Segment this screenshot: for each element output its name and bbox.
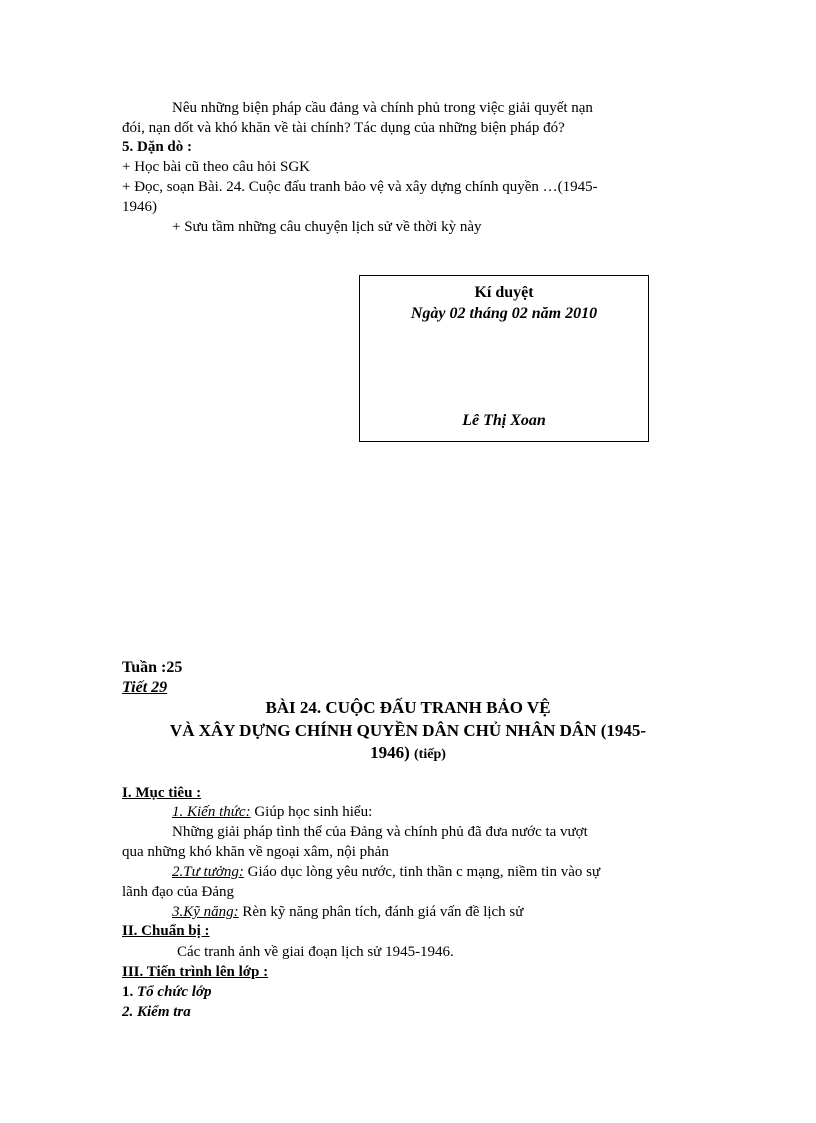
lesson-title-line-1: BÀI 24. CUỘC ĐẤU TRANH BẢO VỆ [265,698,551,717]
step-1-label: Tổ chức lớp [137,984,212,1000]
thought-line [172,863,600,881]
task-collect-stories: + Sưu tầm những câu chuyện lịch sử về thời kỳ này [172,219,482,235]
lesson-title-continued: (tiếp) [414,747,446,762]
approval-heading: Kí duyệt [474,284,534,301]
approval-signer: Lê Thị Xoan [462,412,546,429]
knowledge-label: 1. Kiến thức: [172,804,251,820]
question-line-1: Nêu những biện pháp cầu đảng và chính phủ trong việc giải quyết nạn [172,100,593,116]
task-prepare-lesson-line-1: + Đọc, soạn Bài. 24. Cuộc đấu tranh bảo vệ và xây dựng chính quyền …(1945- [122,179,598,195]
lesson-title-year: 1946) [370,743,410,762]
task-review-old-lesson: + Học bài cũ theo câu hỏi SGK [122,159,310,175]
thought-text-line-2: lãnh đạo của Đảng [122,884,235,900]
lesson-title-line-3 [100,742,716,766]
step-1-number: 1. [122,984,137,1000]
knowledge-text: Giúp học sinh hiểu: [250,804,373,820]
skill-label: 3.Kỹ năng: [172,904,239,920]
preparation-heading: II. Chuẩn bị : [122,923,210,939]
week-label: Tuần :25 [122,659,183,676]
thought-text: Giáo dục lòng yêu nước, tinh thần c mạng, niềm tin vào sự [243,864,601,880]
knowledge-detail-line-2: qua những khó khăn về ngoại xâm, nội phản [122,844,389,860]
knowledge-line [172,803,372,821]
preparation-text: Các tranh ảnh về giai đoạn lịch sử 1945-1946. [177,944,454,960]
process-heading: III. Tiến trình lên lớp : [122,964,269,980]
approval-date: Ngày 02 tháng 02 năm 2010 [410,305,598,322]
skill-line [172,903,523,921]
knowledge-detail-line-1: Những giải pháp tình thế của Đảng và chính phủ đã đưa nước ta vượt [172,824,588,840]
step-organize-class [122,983,212,1001]
section5-heading: 5. Dặn dò : [122,139,193,155]
question-line-2: đói, nạn dốt và khó khăn về tài chính? Tác dụng của những biện pháp đó? [122,120,565,136]
objectives-heading: I. Mục tiêu : [122,785,202,801]
lesson-title-line-2: VÀ XÂY DỰNG CHÍNH QUYỀN DÂN CHỦ NHÂN DÂN (1945- [169,721,647,740]
skill-text: Rèn kỹ năng phân tích, đánh giá vấn đề lịch sử [238,904,524,920]
approval-box [359,275,649,442]
step-check: 2. Kiểm tra [122,1004,191,1020]
thought-label: 2.Tư tưởng: [172,864,244,880]
task-prepare-lesson-line-2: 1946) [122,199,157,215]
period-label: Tiết 29 [122,679,168,696]
